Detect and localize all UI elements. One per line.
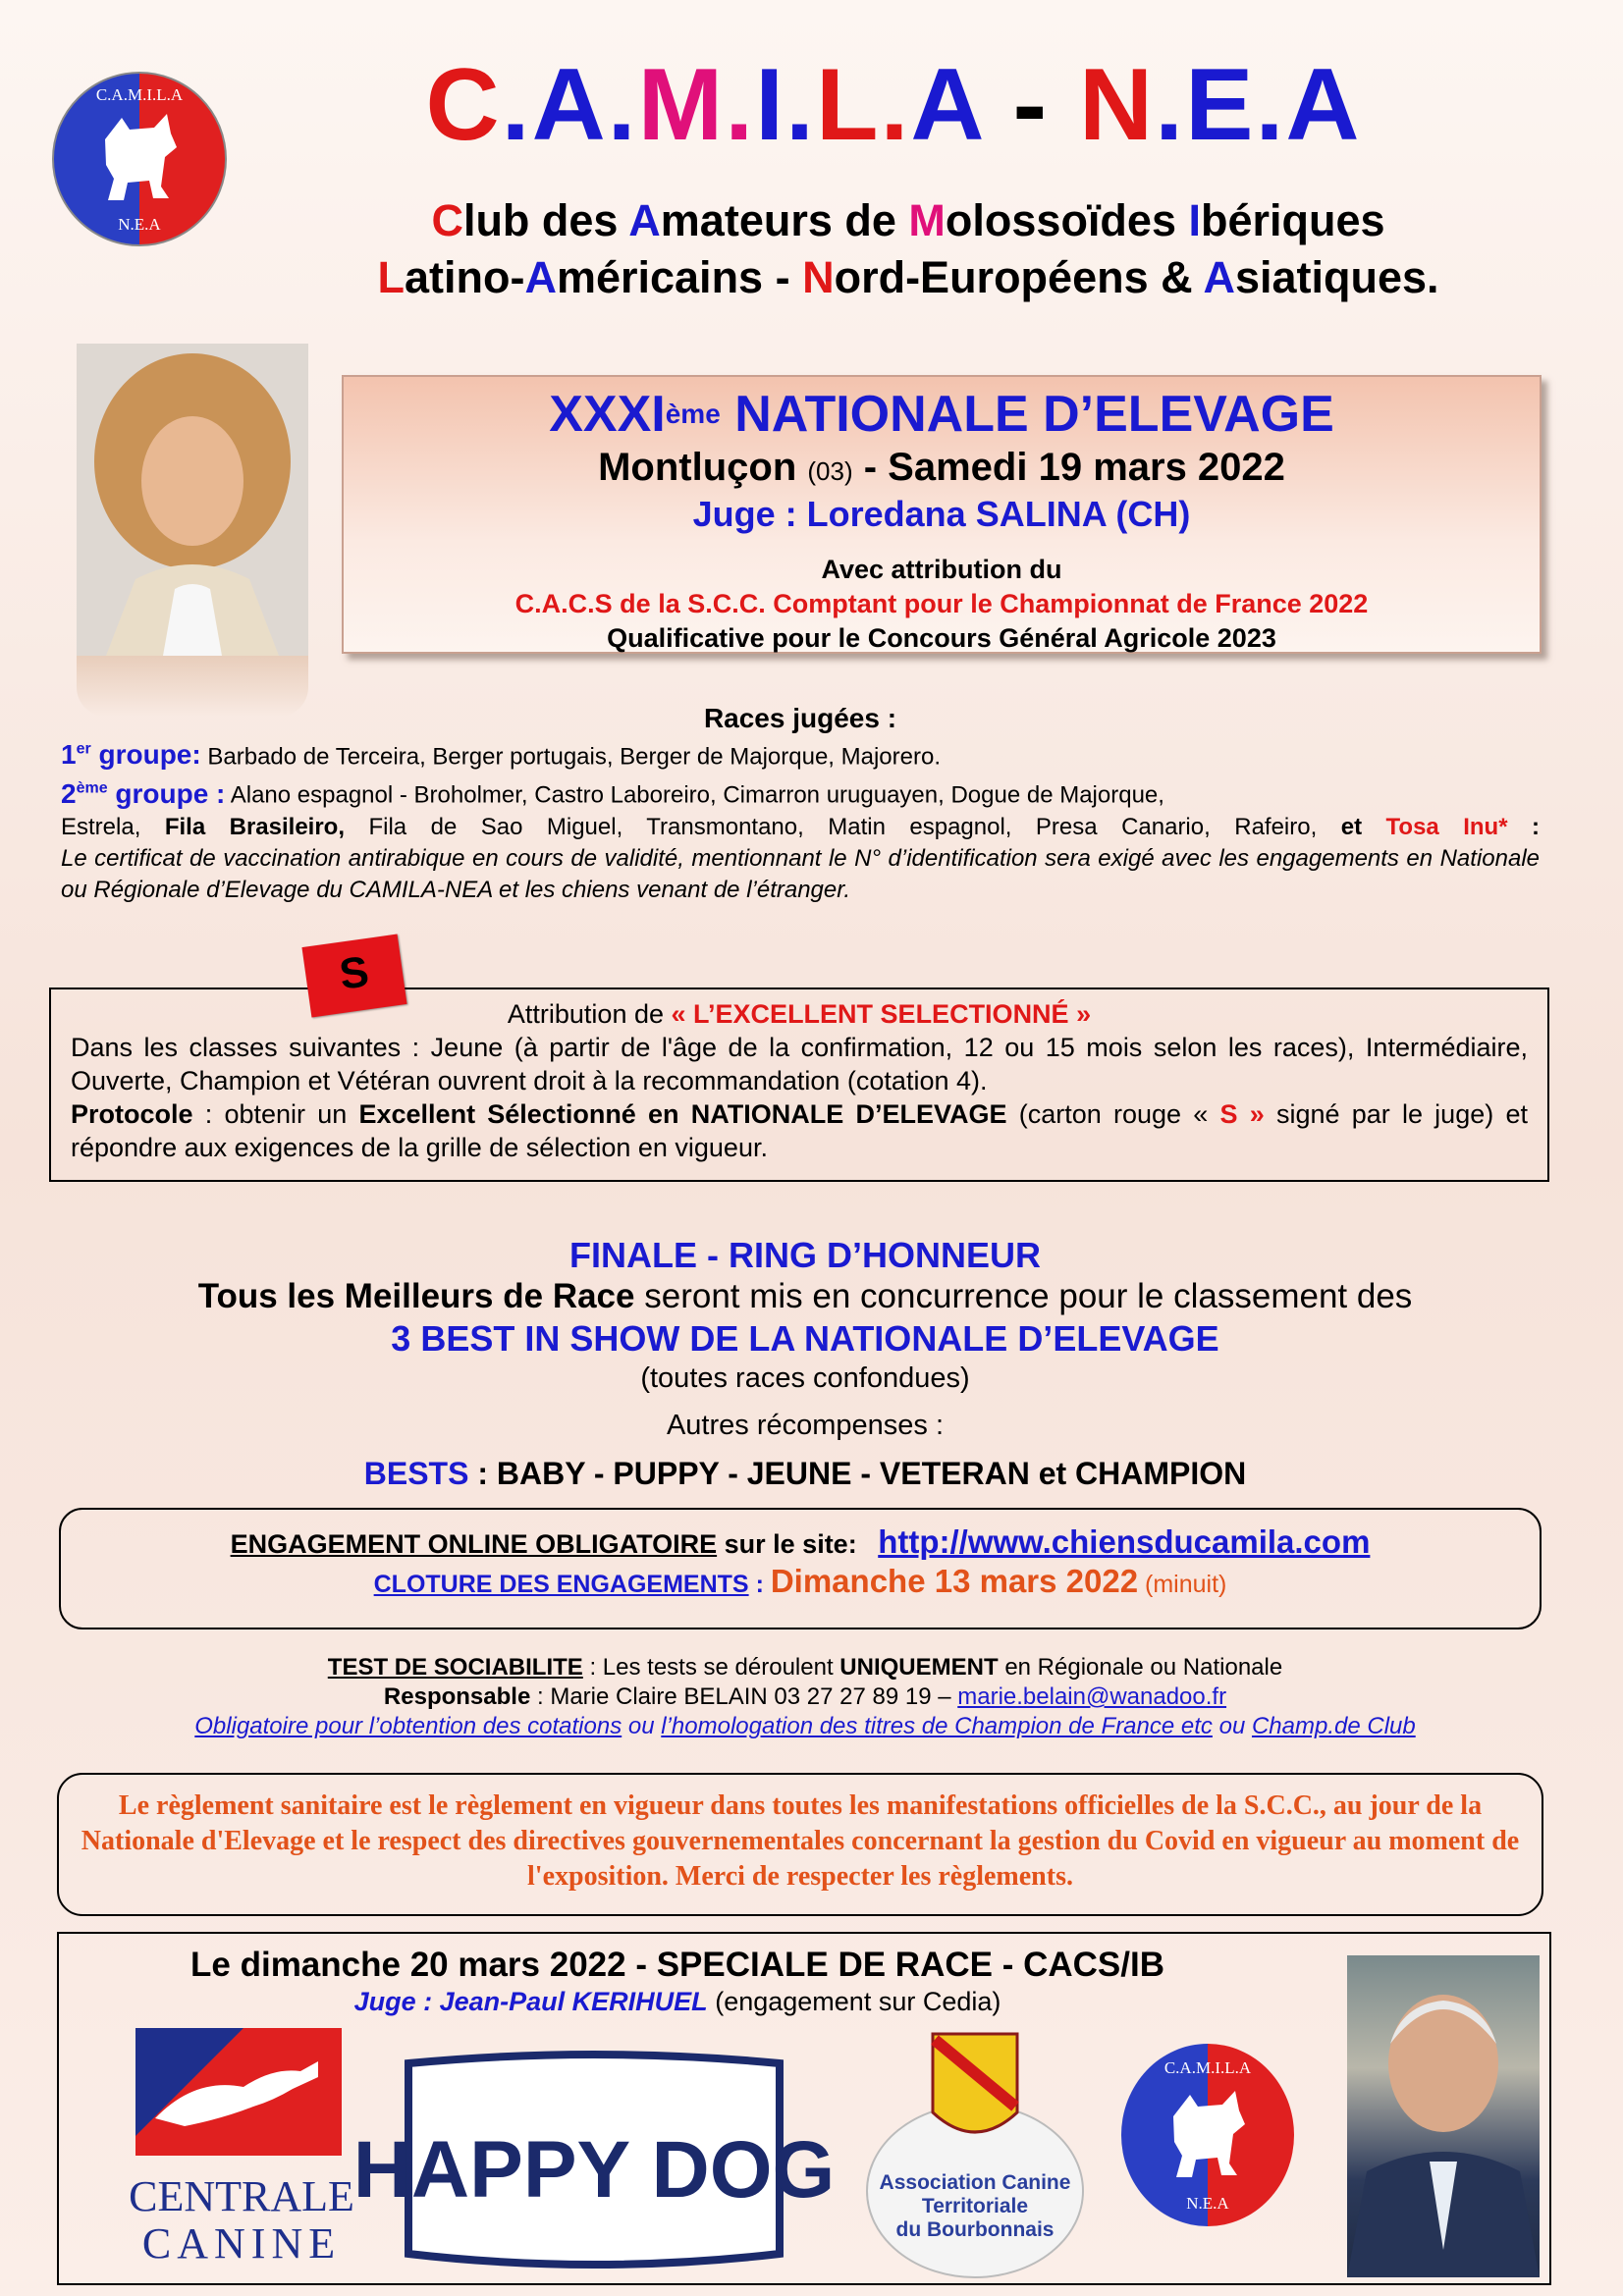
qualif-text: Qualificative pour le Concours Général Agricole 2023	[607, 623, 1276, 653]
nationale-title: XXXIème NATIONALE D’ELEVAGE	[549, 386, 1334, 443]
cacs-text: C.A.C.S de la S.C.C. Comptant pour le Championnat de France 2022	[514, 589, 1369, 618]
reglement-box: Le règlement sanitaire est le règlement en vigueur dans toutes les manifestations officielles de la S.C.C., au jour de la Nationale d'Elevage et le respect des directives gouvernementales concernant la gestion du Covid en vigueur au moment de l'exposition. Merci de respecter les règlements.	[57, 1773, 1543, 1916]
nationale-box	[342, 375, 1542, 654]
svg-text:N.E.A: N.E.A	[1186, 2194, 1229, 2213]
centrale-canine-logo	[126, 2028, 357, 2268]
speciale-title: Le dimanche 20 mars 2022 - SPECIALE DE RACE - CACS/IB	[190, 1946, 1164, 1984]
bests-line: BESTS : BABY - PUPPY - JEUNE - VETERAN et CHAMPION	[363, 1456, 1247, 1491]
svg-text:du Bourbonnais: du Bourbonnais	[895, 2218, 1055, 2241]
s-badge: S	[301, 934, 406, 1018]
races-section	[61, 703, 1540, 906]
finale-title: FINALE - RING D’HONNEUR	[569, 1235, 1041, 1275]
judge-2-photo	[1347, 1955, 1540, 2277]
excellent-box	[49, 988, 1549, 1182]
email-link[interactable]: marie.belain@wanadoo.fr	[957, 1683, 1227, 1710]
speciale-judge: Juge : Jean-Paul KERIHUEL (engagement sur Cedia)	[353, 1987, 1001, 2016]
group-2: 2ème groupe : Alano espagnol - Broholmer, Castro Laboreiro, Cimarron uruguayen, Dogue de Majorque,	[61, 777, 1164, 809]
judge-photo	[77, 344, 308, 656]
races-header: Races jugées :	[703, 703, 897, 733]
svg-text:C.A.M.I.L.A: C.A.M.I.L.A	[95, 85, 184, 104]
excellent-protocol: Protocole : obtenir un Excellent Sélectionné en NATIONALE D’ELEVAGE (carton rouge « S » signé par le juge) et répondre aux exigences de la grille de sélection en vigueur.	[71, 1099, 1528, 1162]
finale-section	[59, 1235, 1551, 1492]
vaccination-note: Le certificat de vaccination antirabique en cours de validité, mentionnant le N° d’identification sera exigé avec les engagements en Nationale ou Régionale d’Elevage du CAMILA-NEA et les chiens venant de l’étranger.	[61, 844, 1540, 903]
site-link[interactable]: http://www.chiensducamila.com	[878, 1523, 1371, 1560]
svg-text:Association Canine: Association Canine	[879, 2171, 1071, 2194]
engagement-line: ENGAGEMENT ONLINE OBLIGATOIRE sur le site: http://www.chiensducamila.com	[230, 1523, 1371, 1560]
camila-logo-small	[1119, 2042, 1296, 2228]
club-name: Club des Amateurs de Molossoïdes Ibériques Latino-Américains - Nord-Européens & Asiatiques.	[377, 195, 1439, 302]
svg-text:CANINE: CANINE	[141, 2219, 342, 2268]
page-title: C.A.M.I.L.A - N.E.A	[425, 48, 1362, 162]
camila-logo	[51, 71, 228, 247]
excellent-title: Attribution de « L’EXCELLENT SELECTIONNÉ »	[507, 999, 1092, 1029]
test-section: TEST DE SOCIABILITE : Les tests se déroulent UNIQUEMENT en Régionale ou Nationale Responsable : Marie Claire BELAIN 03 27 27 89 19 – marie.belain@wanadoo.fr Obligatoire pour l’obtention des cotations ou l’homologation des titres de Champion de France etc ou Champ.de Club	[194, 1654, 1416, 1739]
engagement-box	[59, 1508, 1542, 1629]
svg-text:HAPPY DOG: HAPPY DOG	[352, 2125, 836, 2215]
cloture-line: CLOTURE DES ENGAGEMENTS : Dimanche 13 mars 2022 (minuit)	[373, 1563, 1227, 1599]
svg-text:C.A.M.I.L.A: C.A.M.I.L.A	[1163, 2058, 1252, 2077]
svg-text:CENTRALE: CENTRALE	[129, 2172, 354, 2220]
best-in-show: 3 BEST IN SHOW DE LA NATIONALE D’ELEVAGE	[391, 1318, 1219, 1359]
nationale-judge: Juge : Loredana SALINA (CH)	[692, 494, 1191, 534]
svg-text:N.E.A: N.E.A	[118, 215, 161, 234]
act-bourbonnais-logo	[862, 2024, 1088, 2281]
happy-dog-logo	[352, 2052, 836, 2277]
finale-text: Tous les Meilleurs de Race seront mis en concurrence pour le classement des	[197, 1277, 1413, 1315]
group-1: 1er groupe: Barbado de Terceira, Berger portugais, Berger de Majorque, Majorero.	[61, 739, 941, 771]
nationale-date: Montluçon (03) - Samedi 19 mars 2022	[598, 446, 1285, 489]
attribution-text: Avec attribution du	[821, 555, 1062, 584]
group-2-cont: Estrela, Fila Brasileiro, Fila de Sao Miguel, Transmontano, Matin espagnol, Presa Canario, Rafeiro, et Tosa Inu* :	[61, 813, 1540, 840]
excellent-classes: Dans les classes suivantes : Jeune (à partir de l'âge de la confirmation, 12 ou 15 mois selon les races), Intermédiaire, Ouverte, Champion et Vétéran ouvrent droit à la recommandation (cotation 4).	[71, 1033, 1528, 1095]
all-breeds: (toutes races confondues)	[640, 1362, 970, 1394]
other-rewards: Autres récompenses :	[666, 1410, 945, 1441]
svg-text:Territoriale: Territoriale	[921, 2195, 1029, 2217]
